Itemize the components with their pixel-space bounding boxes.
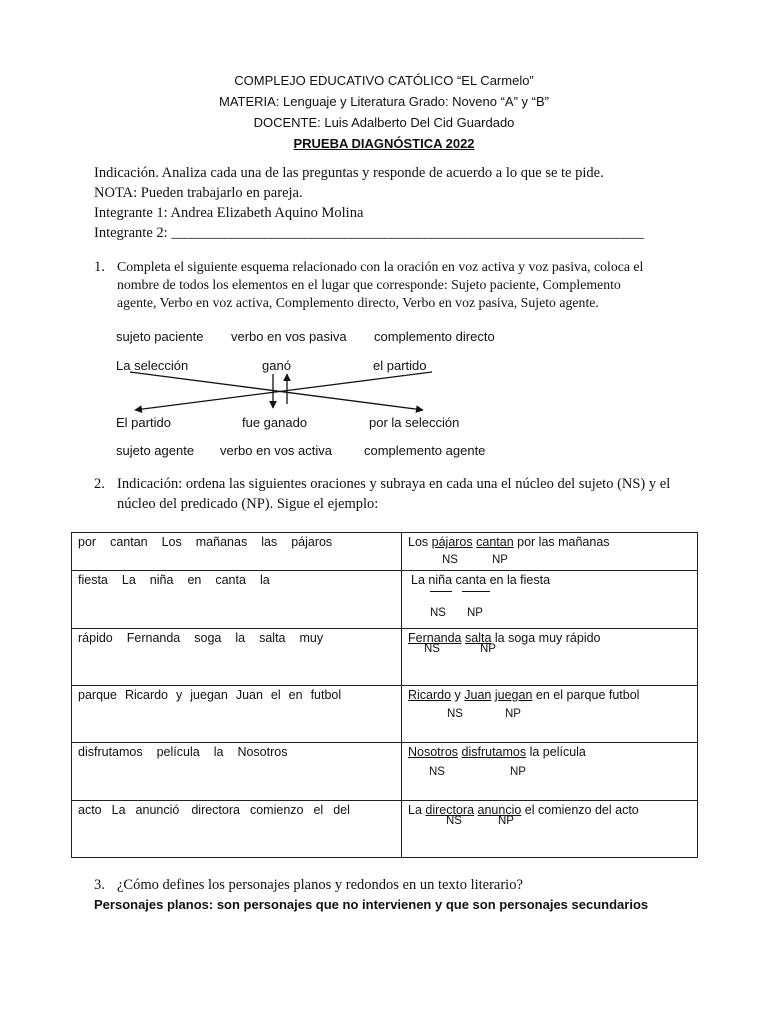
member1-label: Integrante 1: bbox=[94, 205, 168, 221]
q1-line1: Completa el siguiente esquema relacionado con la oración en voz activa y voz pasiva, coloca el bbox=[117, 259, 644, 274]
word: futbol bbox=[310, 688, 342, 702]
word: soga bbox=[194, 631, 222, 645]
ns-label: NS bbox=[447, 708, 463, 720]
word: parque bbox=[78, 688, 117, 702]
answer-sentence: Nosotros disfrutamos la película bbox=[408, 745, 586, 759]
q1-line3: agente, Verbo en voz activa, Complemento directo, Verbo en voz pasiva, Sujeto agente. bbox=[117, 295, 599, 310]
label-complemento-agente: complemento agente bbox=[364, 443, 486, 458]
np-underline bbox=[462, 591, 490, 592]
answer-cell bbox=[402, 533, 698, 571]
passive-agent: por la selección bbox=[369, 415, 460, 430]
word: canta bbox=[215, 573, 246, 587]
word: el bbox=[270, 688, 281, 702]
ns-label: NS bbox=[446, 815, 462, 827]
label-complemento-directo: complemento directo bbox=[374, 329, 495, 344]
scrambled-cell bbox=[72, 686, 402, 743]
subject-nucleus: Nosotros bbox=[408, 745, 459, 759]
school-name: COMPLEJO EDUCATIVO CATÓLICO “EL Carmelo” bbox=[234, 73, 534, 88]
word: Fernanda bbox=[126, 631, 181, 645]
word: salta bbox=[259, 631, 286, 645]
scrambled-cell bbox=[72, 801, 402, 858]
word: las bbox=[261, 535, 278, 549]
q3-question: ¿Cómo defines los personajes planos y redondos en un texto literario? bbox=[117, 877, 523, 893]
word: fiesta bbox=[78, 573, 108, 587]
table-row bbox=[72, 801, 698, 858]
predicate-nucleus: anuncio bbox=[477, 803, 522, 817]
q2-number: 2. bbox=[94, 476, 105, 492]
label-sujeto-paciente: sujeto paciente bbox=[116, 329, 204, 344]
predicate-nucleus: cantan bbox=[476, 535, 514, 549]
label-verbo-voz-activa: verbo en vos activa bbox=[220, 443, 333, 458]
word: película bbox=[156, 745, 200, 759]
np-label: NP bbox=[498, 815, 514, 827]
word: Nosotros bbox=[237, 745, 288, 759]
np-label: NP bbox=[505, 708, 521, 720]
word: Juan bbox=[235, 688, 263, 702]
word: La bbox=[121, 573, 136, 587]
answer-cell bbox=[402, 743, 698, 801]
word: pájaros bbox=[291, 535, 333, 549]
word: el bbox=[313, 803, 324, 817]
scrambled-cell bbox=[72, 743, 402, 801]
subject-nucleus: Juan bbox=[464, 688, 492, 702]
word: Ricardo bbox=[124, 688, 169, 702]
table-row bbox=[72, 629, 698, 686]
np-label: NP bbox=[510, 766, 526, 778]
predicate-nucleus: canta bbox=[455, 573, 487, 587]
table-row bbox=[72, 571, 698, 629]
q2-line1: Indicación: ordena las siguientes oraciones y subraya en cada una el núcleo del sujeto (NS) y el bbox=[117, 476, 671, 492]
answer-cell bbox=[402, 629, 698, 686]
active-verb: ganó bbox=[262, 358, 291, 373]
answer-sentence: La directora anuncio el comienzo del acto bbox=[408, 803, 639, 817]
active-object: el partido bbox=[373, 358, 427, 373]
word: mañanas bbox=[195, 535, 248, 549]
word: en bbox=[288, 688, 303, 702]
scrambled-cell bbox=[72, 533, 402, 571]
word: Los bbox=[161, 535, 182, 549]
word: disfrutamos bbox=[78, 745, 143, 759]
subject-nucleus: directora bbox=[425, 803, 475, 817]
active-subject: La selección bbox=[116, 358, 189, 373]
np-label: NP bbox=[480, 643, 496, 655]
ns-underline bbox=[430, 591, 452, 592]
teacher-line: DOCENTE: Luis Adalberto Del Cid Guardado bbox=[253, 115, 515, 130]
word: anunció bbox=[135, 803, 180, 817]
answer-sentence: Ricardo y Juan juegan en el parque futbol bbox=[408, 688, 640, 702]
sentence-table bbox=[71, 532, 698, 858]
q3-number: 3. bbox=[94, 877, 105, 893]
answer-cell bbox=[402, 686, 698, 743]
note-text: NOTA: Pueden trabajarlo en pareja. bbox=[94, 185, 303, 201]
word: muy bbox=[299, 631, 324, 645]
test-title: PRUEBA DIAGNÓSTICA 2022 bbox=[293, 136, 475, 151]
arrow-object-to-subject bbox=[135, 372, 432, 410]
np-label: NP bbox=[467, 607, 483, 619]
np-label: NP bbox=[492, 554, 508, 566]
predicate-nucleus: salta bbox=[465, 631, 492, 645]
q1-number: 1. bbox=[94, 259, 105, 275]
answer-sentence: Fernanda salta la soga muy rápido bbox=[408, 631, 601, 645]
arrow-subject-to-agent bbox=[130, 372, 423, 410]
answer-sentence: La niña canta en la fiesta bbox=[411, 573, 551, 587]
table-row bbox=[72, 533, 698, 571]
passive-subject: El partido bbox=[116, 415, 171, 430]
subject-nucleus: niña bbox=[428, 573, 453, 587]
answer-sentence: Los pájaros cantan por las mañanas bbox=[408, 535, 610, 549]
word: la bbox=[235, 631, 246, 645]
q1-line2: nombre de todos los elementos en el lugar que corresponde: Sujeto paciente, Complemento bbox=[117, 277, 621, 292]
member2-blank: _______________________________________________________________________ bbox=[171, 225, 644, 241]
subject-line: MATERIA: Lenguaje y Literatura Grado: Noveno “A” y “B” bbox=[219, 94, 549, 109]
word: niña bbox=[149, 573, 174, 587]
subject-nucleus: pájaros bbox=[431, 535, 473, 549]
table-row bbox=[72, 743, 698, 801]
word: La bbox=[111, 803, 126, 817]
word: en bbox=[187, 573, 202, 587]
word: cantan bbox=[110, 535, 148, 549]
word: y bbox=[176, 688, 183, 702]
indication-text: Indicación. Analiza cada una de las preguntas y responde de acuerdo a lo que se te pide. bbox=[94, 165, 604, 181]
word: directora bbox=[191, 803, 240, 817]
word: del bbox=[333, 803, 350, 817]
subject-nucleus: Fernanda bbox=[408, 631, 462, 645]
member2-label: Integrante 2: bbox=[94, 225, 168, 241]
passive-verb: fue ganado bbox=[242, 415, 308, 430]
scrambled-cell bbox=[72, 629, 402, 686]
word: por bbox=[78, 535, 97, 549]
word: la bbox=[259, 573, 270, 587]
word: la bbox=[213, 745, 224, 759]
subject-nucleus: Ricardo bbox=[408, 688, 452, 702]
word: juegan bbox=[190, 688, 228, 702]
ns-label: NS bbox=[442, 554, 458, 566]
q2-line2: núcleo del predicado (NP). Sigue el ejemplo: bbox=[117, 496, 379, 512]
table-row bbox=[72, 686, 698, 743]
scrambled-cell bbox=[72, 571, 402, 629]
answer-cell bbox=[402, 571, 698, 629]
ns-label: NS bbox=[424, 643, 440, 655]
word: acto bbox=[78, 803, 102, 817]
member1-value: Andrea Elizabeth Aquino Molina bbox=[170, 205, 364, 221]
label-sujeto-agente: sujeto agente bbox=[116, 443, 195, 458]
word: rápido bbox=[78, 631, 113, 645]
answer-cell bbox=[402, 801, 698, 858]
q3-answer: Personajes planos: son personajes que no intervienen y que son personajes secundarios bbox=[94, 897, 649, 912]
predicate-nucleus: juegan bbox=[494, 688, 533, 702]
ns-label: NS bbox=[430, 607, 446, 619]
word: comienzo bbox=[249, 803, 304, 817]
label-verbo-voz-pasiva: verbo en vos pasiva bbox=[231, 329, 347, 344]
predicate-nucleus: disfrutamos bbox=[461, 745, 527, 759]
ns-label: NS bbox=[429, 766, 445, 778]
